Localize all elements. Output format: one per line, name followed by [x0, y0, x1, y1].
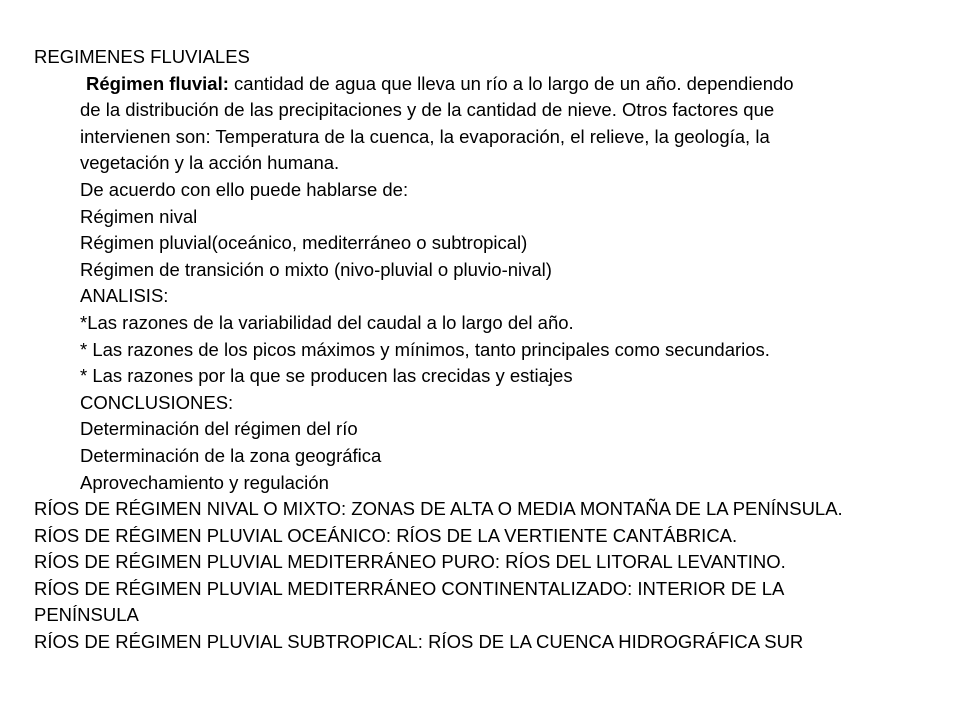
river-line-oceanico: RÍOS DE RÉGIMEN PLUVIAL OCEÁNICO: RÍOS DE LA VERTIENTE CANTÁBRICA. — [34, 524, 738, 546]
definition-text-1: cantidad de agua que lleva un río a lo largo de un año. dependiendo — [228, 72, 794, 94]
analysis-heading: ANALISIS: — [80, 285, 169, 307]
analysis-item-3: * Las razones por la que se producen las crecidas y estiajes — [80, 365, 573, 387]
river-line-subtropical: RÍOS DE RÉGIMEN PLUVIAL SUBTROPICAL: RÍOS DE LA CUENCA HIDROGRÁFICA SUR — [34, 631, 804, 653]
definition-term: Régimen fluvial: — [86, 72, 229, 94]
type-item-nival: Régimen nival — [80, 205, 198, 227]
type-item-mixto: Régimen de transición o mixto (nivo-pluvial o pluvio-nival) — [80, 258, 552, 280]
definition-line-1 — [34, 71, 934, 98]
page-title: REGIMENES FLUVIALES — [34, 46, 250, 67]
conclusion-item-3: Aprovechamiento y regulación — [80, 471, 329, 493]
conclusion-item-2: Determinación de la zona geográfica — [80, 444, 382, 466]
slide-body — [34, 44, 934, 656]
river-line-mediterraneo-continental: RÍOS DE RÉGIMEN PLUVIAL MEDITERRÁNEO CONTINENTALIZADO: INTERIOR DE LA — [34, 577, 785, 599]
river-line-mediterraneo-continental-cont: PENÍNSULA — [34, 604, 139, 626]
analysis-item-2: * Las razones de los picos máximos y mínimos, tanto principales como secundarios. — [80, 338, 770, 360]
conclusions-heading: CONCLUSIONES: — [80, 391, 234, 413]
river-line-mediterraneo-puro: RÍOS DE RÉGIMEN PLUVIAL MEDITERRÁNEO PURO: RÍOS DEL LITORAL LEVANTINO. — [34, 551, 786, 573]
definition-line-2: de la distribución de las precipitaciones y de la cantidad de nieve. Otros factores que — [80, 99, 775, 121]
type-item-pluvial: Régimen pluvial(oceánico, mediterráneo o subtropical) — [80, 232, 528, 254]
definition-line-4: vegetación y la acción humana. — [80, 152, 340, 174]
definition-line-3: intervienen son: Temperatura de la cuenca, la evaporación, el relieve, la geología, la — [80, 125, 770, 147]
river-line-nival: RÍOS DE RÉGIMEN NIVAL O MIXTO: ZONAS DE ALTA O MEDIA MONTAÑA DE LA PENÍNSULA. — [34, 498, 843, 520]
analysis-item-1: *Las razones de la variabilidad del caudal a lo largo del año. — [80, 311, 574, 333]
conclusion-item-1: Determinación del régimen del río — [80, 418, 358, 440]
types-intro: De acuerdo con ello puede hablarse de: — [80, 178, 409, 200]
